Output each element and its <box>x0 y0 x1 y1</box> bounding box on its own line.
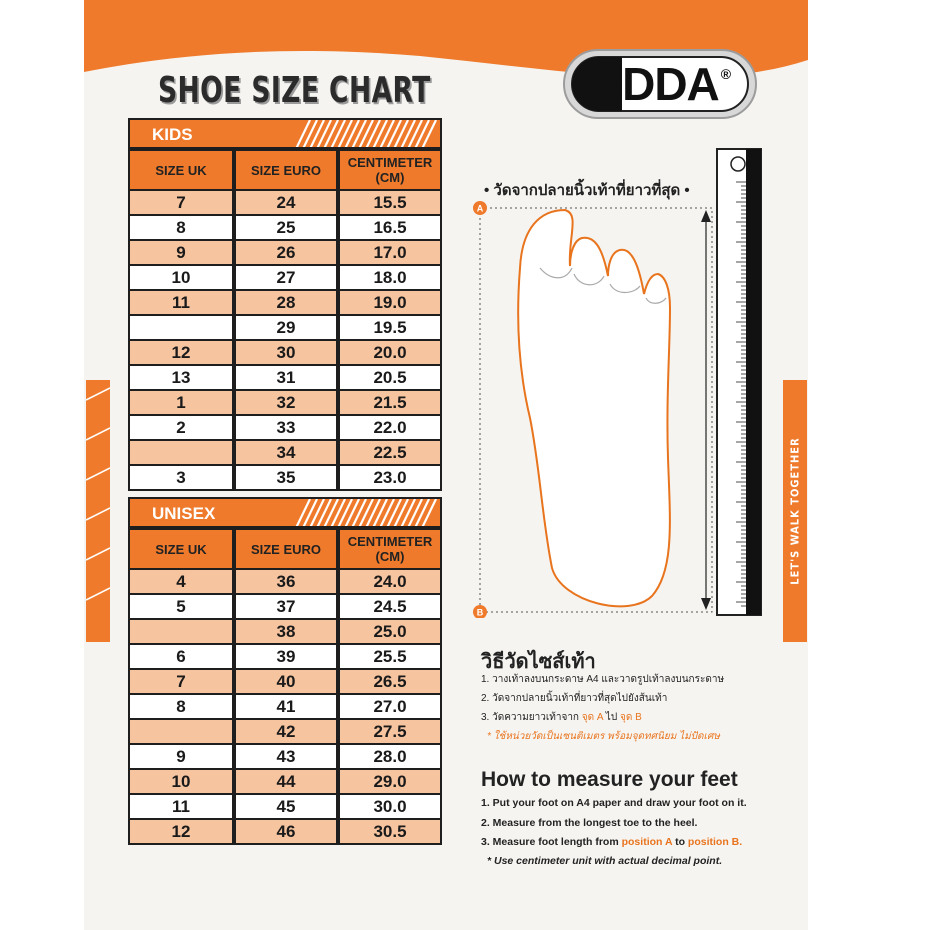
cell-centimeter: 24.5 <box>338 595 442 620</box>
table-row <box>128 595 442 620</box>
table-row <box>128 241 442 266</box>
cell-centimeter: 23.0 <box>338 466 442 491</box>
cell-size-euro: 24 <box>234 191 338 216</box>
cell-centimeter: 27.5 <box>338 720 442 745</box>
cell-centimeter: 19.0 <box>338 291 442 316</box>
table-row <box>128 341 442 366</box>
foot-outline-diagram <box>470 198 720 618</box>
table-row <box>128 416 442 441</box>
col-header-size-uk: SIZE UK <box>128 528 234 570</box>
table-row <box>128 266 442 291</box>
cell-size-euro: 42 <box>234 720 338 745</box>
thai-point-b: จุด B <box>619 712 642 723</box>
table-row <box>128 570 442 595</box>
thai-instructions-title: วิธีวัดไซส์เท้า <box>481 651 596 673</box>
cell-size-euro: 40 <box>234 670 338 695</box>
cell-size-uk: 8 <box>128 216 234 241</box>
cell-centimeter: 20.5 <box>338 366 442 391</box>
cell-size-uk: 13 <box>128 366 234 391</box>
cell-centimeter: 30.0 <box>338 795 442 820</box>
thai-step-2: 2. วัดจากปลายนิ้วเท้าที่ยาวที่สุดไปยังส้นเท้า <box>481 693 668 704</box>
cell-size-uk: 12 <box>128 341 234 366</box>
stripe-decoration <box>290 120 440 149</box>
registered-mark: ® <box>720 66 731 82</box>
top-orange-band <box>0 0 930 110</box>
cell-size-euro: 43 <box>234 745 338 770</box>
cell-size-euro: 31 <box>234 366 338 391</box>
unisex-column-headers <box>128 528 442 570</box>
cell-size-euro: 34 <box>234 441 338 466</box>
col-header-size-uk: SIZE UK <box>128 149 234 191</box>
table-row <box>128 216 442 241</box>
cell-size-euro: 26 <box>234 241 338 266</box>
col-header-size-euro: SIZE EURO <box>234 528 338 570</box>
col-header-size-euro: SIZE EURO <box>234 149 338 191</box>
cell-size-euro: 36 <box>234 570 338 595</box>
cell-size-euro: 45 <box>234 795 338 820</box>
table-row <box>128 441 442 466</box>
cell-size-uk: 11 <box>128 795 234 820</box>
thai-step-3-mid: ไป <box>603 712 620 723</box>
cell-size-uk <box>128 620 234 645</box>
table-row <box>128 291 442 316</box>
table-row <box>128 191 442 216</box>
left-orange-tag <box>86 380 110 642</box>
brand-logo <box>562 48 758 120</box>
cell-size-uk: 10 <box>128 770 234 795</box>
thai-point-a: จุด A <box>581 712 604 723</box>
table-row <box>128 316 442 341</box>
cell-size-euro: 44 <box>234 770 338 795</box>
cell-size-euro: 38 <box>234 620 338 645</box>
english-step-2: 2. Measure from the longest toe to the heel. <box>481 817 698 829</box>
measuring-ruler <box>716 148 762 618</box>
table-row <box>128 745 442 770</box>
english-note: * Use centimeter unit with actual decimal point. <box>487 855 723 867</box>
point-b-label: B <box>476 607 484 618</box>
col-header-cm-label: CENTIMETER <box>347 155 433 170</box>
cell-size-uk: 1 <box>128 391 234 416</box>
cell-centimeter: 28.0 <box>338 745 442 770</box>
cell-centimeter: 15.5 <box>338 191 442 216</box>
measure-label: • วัดจากปลายนิ้วเท้าที่ยาวที่สุด • <box>484 182 690 199</box>
english-step-3-mid: to <box>672 836 688 848</box>
cell-size-uk: 6 <box>128 645 234 670</box>
side-slogan-tag <box>783 380 807 642</box>
english-step-1: 1. Put your foot on A4 paper and draw your foot on it. <box>481 797 747 809</box>
unisex-section-header <box>128 497 442 528</box>
english-point-a: position A <box>621 836 673 848</box>
cell-centimeter: 20.0 <box>338 341 442 366</box>
cell-size-euro: 39 <box>234 645 338 670</box>
table-row <box>128 466 442 491</box>
thai-step-1: 1. วางเท้าลงบนกระดาษ A4 และวาดรูปเท้าลงบนกระดาษ <box>481 674 725 685</box>
cell-centimeter: 25.0 <box>338 620 442 645</box>
cell-size-euro: 25 <box>234 216 338 241</box>
cell-size-euro: 41 <box>234 695 338 720</box>
cell-centimeter: 17.0 <box>338 241 442 266</box>
col-header-cm-label: CENTIMETER <box>347 534 433 549</box>
table-row <box>128 770 442 795</box>
cell-centimeter: 21.5 <box>338 391 442 416</box>
cell-size-uk <box>128 316 234 341</box>
cell-size-euro: 27 <box>234 266 338 291</box>
page-title: SHOE SIZE CHART <box>158 70 431 111</box>
cell-centimeter: 16.5 <box>338 216 442 241</box>
table-row <box>128 695 442 720</box>
thai-step-3 <box>481 710 642 725</box>
table-row <box>128 620 442 645</box>
col-header-cm-unit: (CM) <box>375 549 405 564</box>
table-row <box>128 366 442 391</box>
cell-size-uk: 7 <box>128 670 234 695</box>
english-instructions-title: How to measure your feet <box>481 768 738 791</box>
table-row <box>128 720 442 745</box>
table-row <box>128 391 442 416</box>
cell-centimeter: 30.5 <box>338 820 442 845</box>
cell-centimeter: 22.0 <box>338 416 442 441</box>
cell-size-uk: 12 <box>128 820 234 845</box>
col-header-centimeter <box>338 149 442 191</box>
table-row <box>128 820 442 845</box>
kids-section-header <box>128 118 442 149</box>
cell-size-euro: 30 <box>234 341 338 366</box>
side-slogan-text: LET'S WALK TOGETHER <box>788 437 802 585</box>
cell-size-euro: 32 <box>234 391 338 416</box>
cell-size-uk: 2 <box>128 416 234 441</box>
kids-label: KIDS <box>152 125 193 144</box>
thai-step-3-prefix: 3. วัดความยาวเท้าจาก <box>481 712 582 723</box>
unisex-size-table <box>128 497 442 845</box>
cell-size-euro: 46 <box>234 820 338 845</box>
english-point-b: position B. <box>687 836 743 848</box>
kids-size-table <box>128 118 442 491</box>
cell-size-euro: 37 <box>234 595 338 620</box>
cell-size-uk: 5 <box>128 595 234 620</box>
stripe-decoration <box>290 499 440 528</box>
thai-note: * ใช้หน่วยวัดเป็นเซนติเมตร พร้อมจุดทศนิยม ไม่ปัดเศษ <box>487 731 720 742</box>
cell-size-euro: 29 <box>234 316 338 341</box>
cell-centimeter: 27.0 <box>338 695 442 720</box>
table-row <box>128 645 442 670</box>
col-header-centimeter <box>338 528 442 570</box>
cell-centimeter: 22.5 <box>338 441 442 466</box>
table-row <box>128 795 442 820</box>
col-header-cm-unit: (CM) <box>375 170 405 185</box>
cell-size-uk: 11 <box>128 291 234 316</box>
cell-size-uk: 9 <box>128 745 234 770</box>
cell-size-uk: 10 <box>128 266 234 291</box>
cell-size-uk: 9 <box>128 241 234 266</box>
brand-name: ADDA <box>589 58 719 110</box>
cell-size-uk <box>128 720 234 745</box>
cell-centimeter: 25.5 <box>338 645 442 670</box>
cell-size-euro: 35 <box>234 466 338 491</box>
cell-size-uk: 7 <box>128 191 234 216</box>
cell-centimeter: 18.0 <box>338 266 442 291</box>
cell-size-uk: 8 <box>128 695 234 720</box>
cell-size-euro: 33 <box>234 416 338 441</box>
cell-size-uk: 3 <box>128 466 234 491</box>
cell-centimeter: 24.0 <box>338 570 442 595</box>
english-step-3 <box>481 836 742 848</box>
point-a-label: A <box>476 203 484 214</box>
cell-size-uk <box>128 441 234 466</box>
unisex-label: UNISEX <box>152 504 216 523</box>
english-step-3-prefix: 3. Measure foot length from <box>481 836 622 848</box>
cell-size-euro: 28 <box>234 291 338 316</box>
cell-centimeter: 19.5 <box>338 316 442 341</box>
cell-centimeter: 29.0 <box>338 770 442 795</box>
kids-column-headers <box>128 149 442 191</box>
cell-size-uk: 4 <box>128 570 234 595</box>
table-row <box>128 670 442 695</box>
cell-centimeter: 26.5 <box>338 670 442 695</box>
